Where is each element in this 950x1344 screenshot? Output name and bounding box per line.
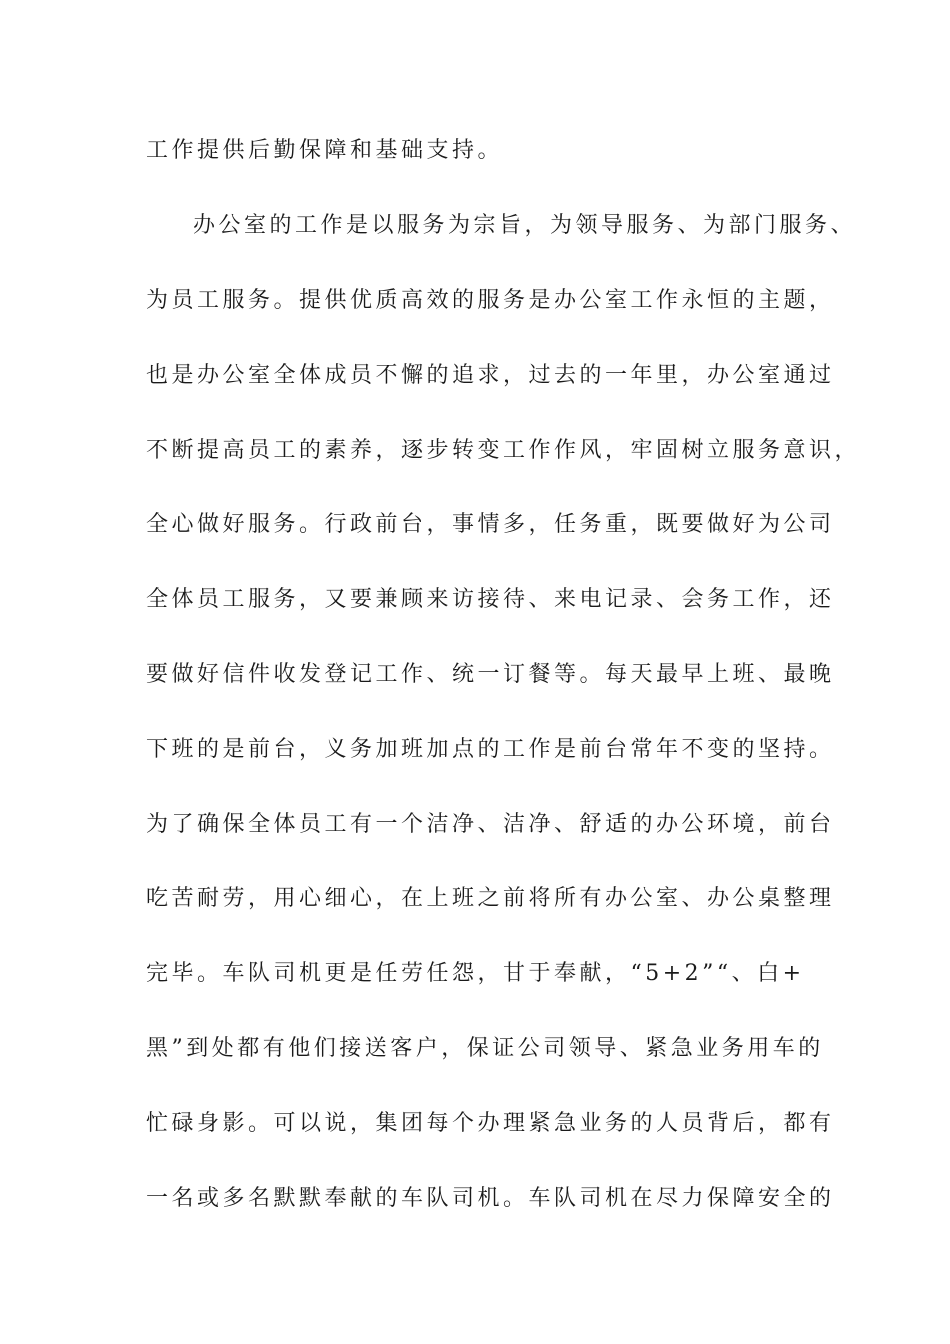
text-line-12: 完毕。车队司机更是任劳任怨，甘于奉献，“5+2”“、白+ bbox=[146, 961, 805, 986]
text-line-10: 为了确保全体员工有一个洁净、洁净、舒适的办公环境，前台 bbox=[146, 812, 835, 837]
text-line-6: 全心做好服务。行政前台，事情多，任务重，既要做好为公司 bbox=[146, 512, 835, 537]
text-line-8: 要做好信件收发登记工作、统一订餐等。每天最早上班、最晚 bbox=[146, 662, 835, 687]
text-line-5: 不断提高员工的素养，逐步转变工作作风，牢固树立服务意识， bbox=[146, 438, 861, 463]
text-line-9: 下班的是前台，义务加班加点的工作是前台常年不变的坚持。 bbox=[146, 737, 835, 762]
text-line-11: 吃苦耐劳，用心细心，在上班之前将所有办公室、办公桌整理 bbox=[146, 886, 835, 911]
text-line-13: 黑”到处都有他们接送客户，保证公司领导、紧急业务用车的 bbox=[146, 1036, 824, 1061]
text-line-1: 工作提供后勤保障和基础支持。 bbox=[146, 138, 504, 163]
text-line-2: 办公室的工作是以服务为宗旨，为领导服务、为部门服务、 bbox=[193, 213, 857, 238]
text-line-7: 全体员工服务，又要兼顾来访接待、来电记录、会务工作，还 bbox=[146, 587, 835, 612]
text-line-15: 一名或多名默默奉献的车队司机。车队司机在尽力保障安全的 bbox=[146, 1186, 835, 1211]
text-line-4: 也是办公室全体成员不懈的追求，过去的一年里，办公室通过 bbox=[146, 363, 835, 388]
text-line-3: 为员工服务。提供优质高效的服务是办公室工作永恒的主题， bbox=[146, 288, 835, 313]
text-line-14: 忙碌身影。可以说，集团每个办理紧急业务的人员背后，都有 bbox=[146, 1111, 835, 1136]
